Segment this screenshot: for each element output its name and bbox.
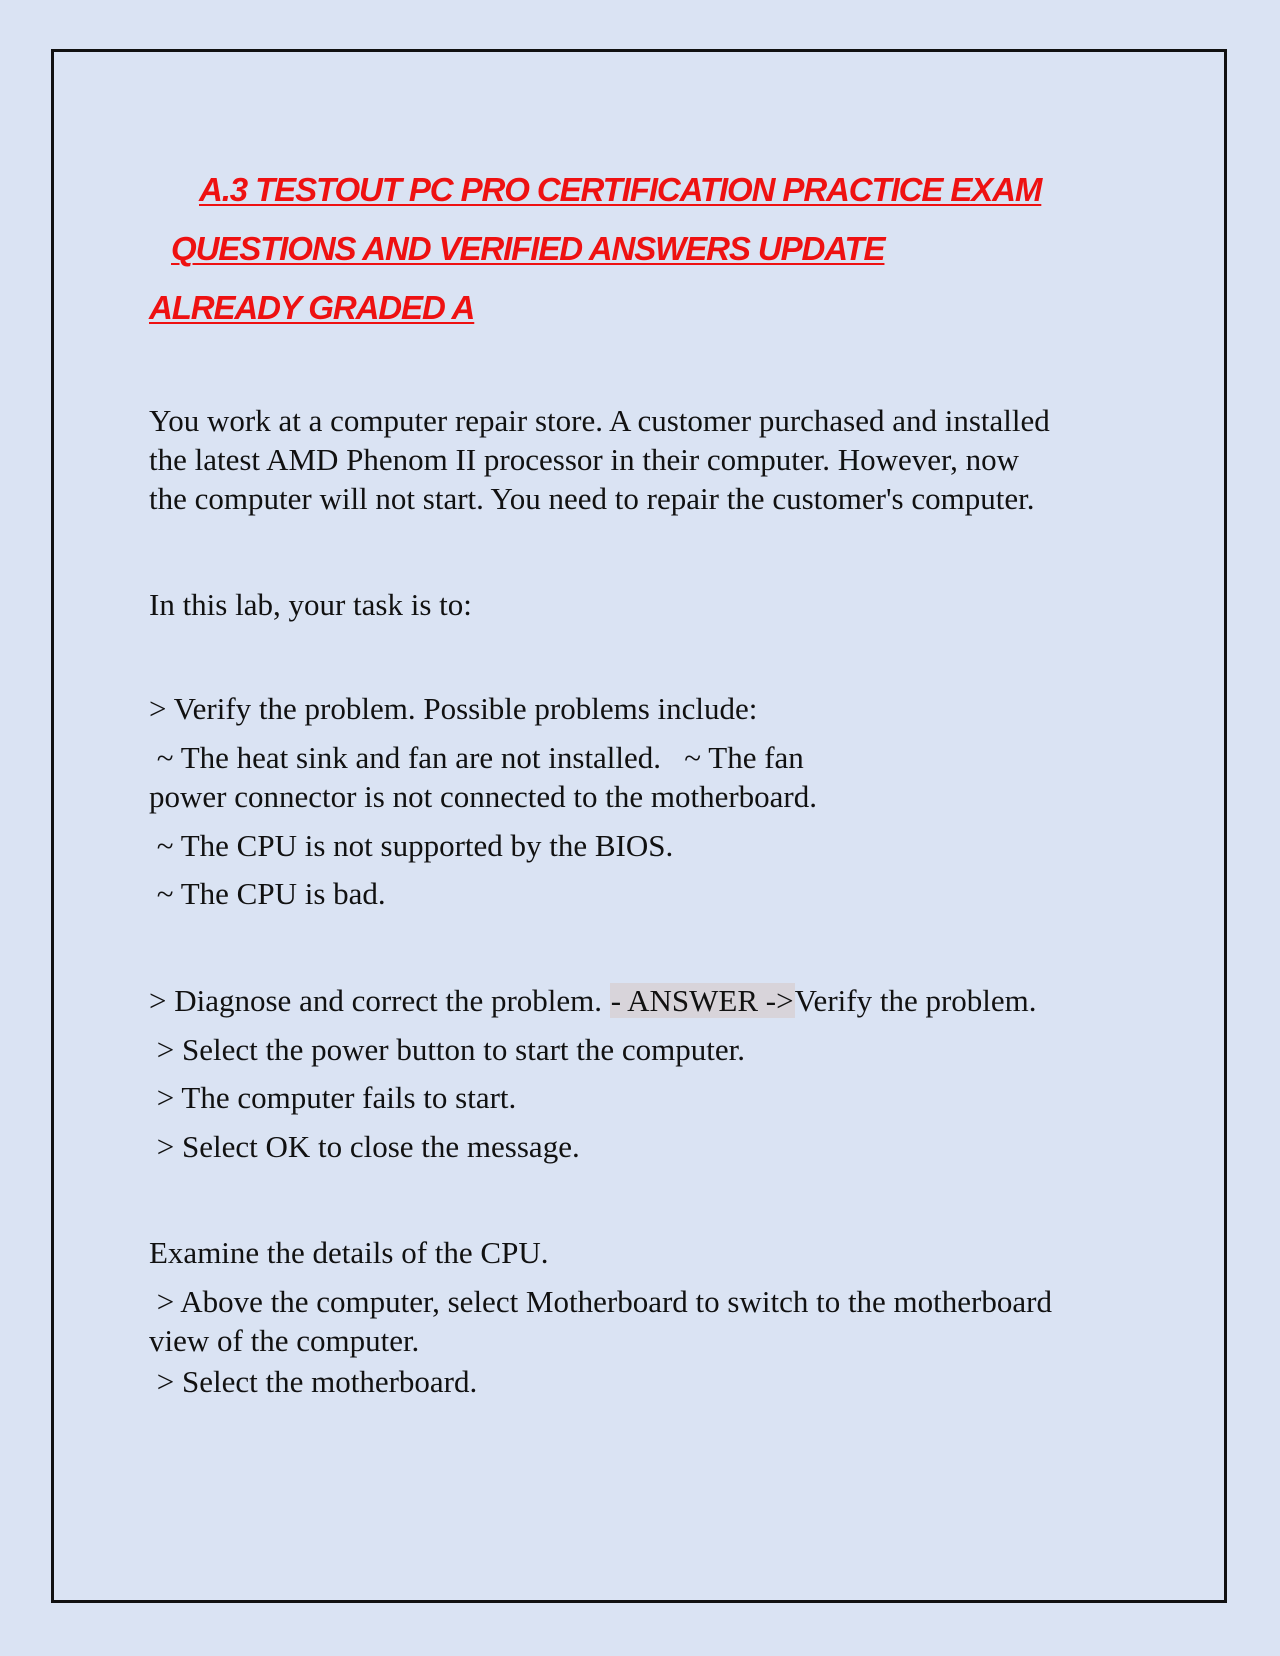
verify-item-2: ~ The CPU is not supported by the BIOS. (149, 828, 674, 863)
document-title-line-1: A.3 TESTOUT PC PRO CERTIFICATION PRACTICE EXAM (199, 171, 1042, 208)
verify-item-3: ~ The CPU is bad. (149, 876, 386, 911)
intro-line-3: the computer will not start. You need to repair the customer's computer. (149, 481, 1035, 516)
task-heading: In this lab, your task is to: (149, 587, 472, 622)
examine-heading: Examine the details of the CPU. (149, 1235, 549, 1270)
examine-step-1-line-1: > Above the computer, select Motherboard to switch to the motherboard (149, 1284, 1052, 1319)
document-title-line-2: QUESTIONS AND VERIFIED ANSWERS UPDATE (171, 230, 885, 267)
verify-item-1-line-2: power connector is not connected to the motherboard. (149, 779, 817, 814)
verify-heading: > Verify the problem. Possible problems include: (149, 691, 758, 726)
intro-line-1: You work at a computer repair store. A customer purchased and installed (149, 403, 1050, 438)
examine-step-2: > Select the motherboard. (149, 1364, 478, 1399)
diagnose-prefix: > Diagnose and correct the problem. (149, 983, 610, 1018)
answer-tag: - ANSWER -> (610, 983, 794, 1018)
document-title-line-3: ALREADY GRADED A (149, 289, 475, 326)
diagnose-answer: Verify the problem. (794, 983, 1037, 1018)
examine-step-1-line-2: view of the computer. (149, 1323, 420, 1358)
diagnose-step-1: > Select the power button to start the computer. (149, 1032, 746, 1067)
verify-item-1-line-1: ~ The heat sink and fan are not installed. ~ The fan (149, 740, 804, 775)
diagnose-line (149, 981, 1037, 1020)
diagnose-step-3: > Select OK to close the message. (149, 1129, 580, 1164)
diagnose-step-2: > The computer fails to start. (149, 1080, 517, 1115)
intro-line-2: the latest AMD Phenom II processor in their computer. However, now (149, 442, 1020, 477)
